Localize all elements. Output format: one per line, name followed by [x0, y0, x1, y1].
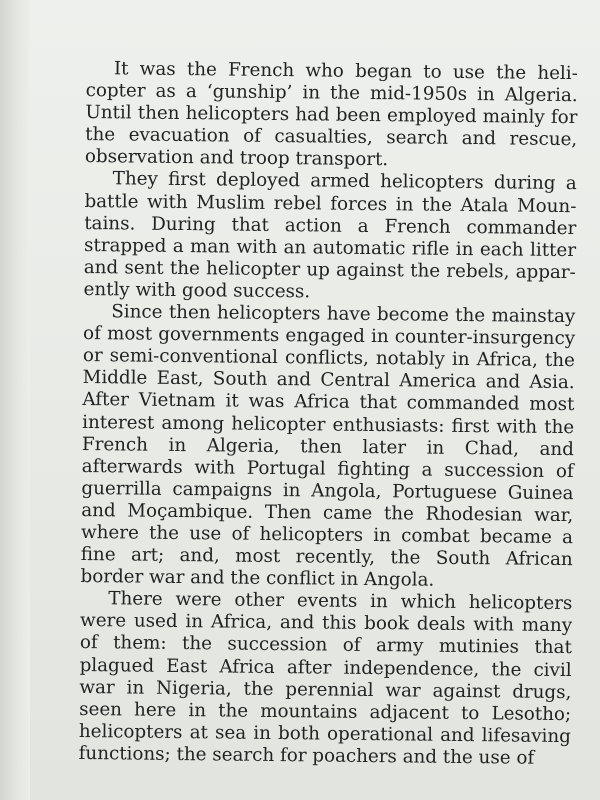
paragraph-1: It was the French who began to use the helicopter as a ‘gunship’ in the mid-1950s in Algeria. Until then helicopters had been employed mainly for the evacuation of casualties, search and rescue, observation and troop transport.: [84, 58, 578, 171]
body-text: [79, 58, 578, 770]
page-edge-shadow: [0, 0, 30, 800]
paragraph-3: Since then helicopters have become the mainstay of most governments engaged in counter-insurgency or semi-conventional conflicts, notably in Africa, the Middle East, South and Central America and Asia. After Vietnam it was Africa that commanded most interest among helicopter enthusiasts: first with the French in Algeria, then later in Chad, and afterwards with Portugal fighting a succession of guerrilla campaigns in Angola, Portuguese Guinea and Moçambique. Then came the Rhodesian war, where the use of helicopters in combat became a fine art; and, most recently, the South African border war and the conflict in Angola.: [80, 301, 576, 591]
paragraph-4: There were other events in which helicopters were used in Africa, and this book deals with many of them: the succession of army mutinies that plagued East Africa after independence, the civil war in Nigeria, the perennial war against drugs, seen here in the mountains adjacent to Lesotho; helicopters at sea in both operational and lifesaving functions; the search for poachers and the use of: [78, 588, 573, 769]
paragraph-2: They first deployed armed helicopters during a battle with Muslim rebel forces in the Atala Mountains. During that action a French commander strapped a man with an automatic rifle in each litter and sent the helicopter up against the rebels, apparently with good success.: [83, 168, 577, 303]
